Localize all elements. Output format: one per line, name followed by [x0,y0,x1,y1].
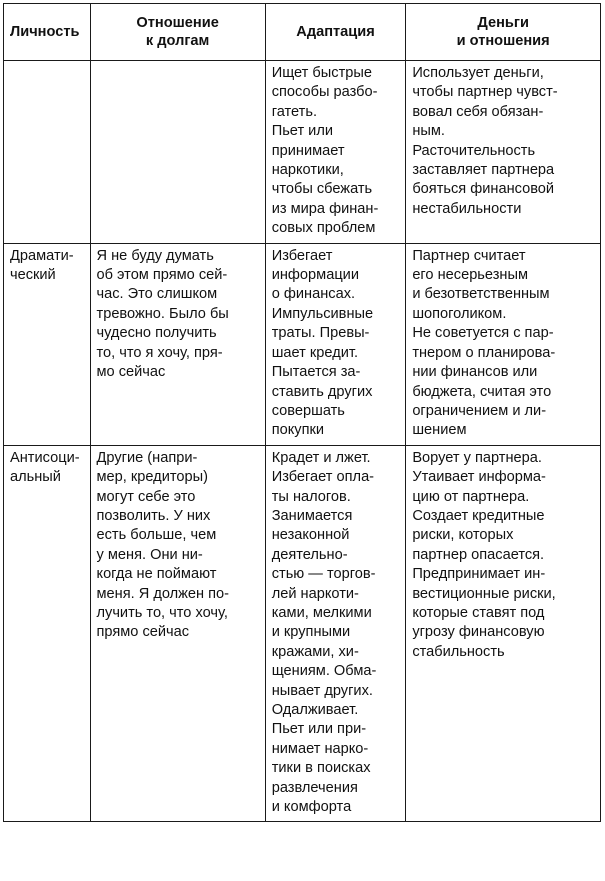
cell-text-line: покупки [271,422,325,439]
cell-text-line: когда не поймают [96,566,217,583]
cell-text-line: Антисоци- [10,449,80,466]
cell-text-line: Партнер считает [412,247,526,264]
cell-text-line: Пьет или при- [271,721,367,738]
cell-text-line: Крадет и лжет. [271,449,371,466]
header-adaptation-label: Адаптация [296,24,375,40]
cell-text-line: щениям. Обма- [271,663,377,680]
cell-text-line: наркотики, [271,162,344,179]
cell-text-line: партнер опасается. [412,546,545,563]
cell-text-line: информации [271,267,359,284]
cell-text-line: нимает нарко- [271,740,369,757]
cell-text-line: вовал себя обязан- [412,103,544,120]
cell-text-line: способы разбо- [271,84,378,101]
header-attitude-line2: к долгам [145,33,210,49]
cell-text-line: Пьет или [271,123,334,140]
cell-text-line: то, что я хочу, пря- [96,344,223,361]
cell-text-line: Утаивает информа- [412,469,546,486]
cell-text-line: стабильность [412,643,505,660]
cell-text-line: Импульсивные [271,305,374,322]
cell-text-line: Избегает [271,247,333,264]
cell-text-line: Одалживает. [271,702,359,718]
table-row [4,445,601,822]
cell-text-line: ограничением и ли- [412,402,547,419]
attitude-cell [90,61,265,244]
cell-text-line: Другие (напри- [96,449,198,466]
cell-text-line: лей наркоти- [271,585,359,602]
cell-text-line: вестиционные риски, [412,585,556,602]
cell-text-line: позволить. У них [96,507,211,524]
table-row [4,61,601,244]
cell-text-line: гатеть. [271,103,318,120]
cell-text-line: Использует деньги, [412,65,544,81]
header-money-line2: и отношения [456,33,550,49]
header-personality [4,4,91,61]
cell-text-line: Создает кредитные [412,507,545,524]
table-header-row [4,4,601,61]
cell-text-line: заставляет партнера [412,162,555,179]
cell-text-line: развлечения [271,779,358,796]
cell-text-line: Занимается [271,507,353,524]
cell-text-line: из мира финан- [271,200,379,217]
attitude-cell [90,445,265,822]
cell-text-line: Пытается за- [271,364,361,381]
cell-text-line: кражами, хи- [271,643,359,660]
cell-text-line: угрозу финансовую [412,624,545,641]
cell-text-line: Ищет быстрые [271,65,372,81]
cell-text-line: ками, мелкими [271,604,372,621]
cell-text-line: чтобы сбежать [271,181,373,198]
cell-text-line: незаконной [271,527,350,544]
personality-cell [4,61,91,244]
cell-text-line: совых проблем [271,220,376,237]
cell-text-line: его несерьезным [412,267,528,284]
cell-text-line: бюджета, считая это [412,383,552,400]
cell-text-line: и комфорта [271,799,352,816]
cell-text-line: и крупными [271,624,351,641]
cell-text-line: траты. Превы- [271,325,370,342]
cell-text-line: ным. [412,123,445,140]
cell-text-line: Не советуется с пар- [412,325,554,342]
adaptation-cell [265,243,406,445]
cell-text-line: об этом прямо сей- [96,267,228,284]
cell-text-line: совершать [271,402,345,419]
cell-text-line: которые ставят под [412,604,545,621]
header-personality-label: Личность [10,24,80,40]
header-money-line1: Деньги [477,15,529,31]
money-cell [406,61,601,244]
cell-text-line: чтобы партнер чувст- [412,84,558,101]
cell-text-line: есть больше, чем [96,527,217,544]
attitude-cell [90,243,265,445]
cell-text-line: риски, которых [412,527,514,544]
cell-text-line: чудесно получить [96,325,217,342]
cell-text-line: могут себе это [96,488,196,505]
personality-cell [4,445,91,822]
cell-text-line: Избегает опла- [271,469,375,486]
cell-text-line: ты налогов. [271,488,351,505]
cell-text-line: цию от партнера. [412,488,530,505]
cell-text-line: Предпринимает ин- [412,566,546,583]
cell-text-line: стью — торгов- [271,566,376,583]
header-attitude-to-debt [90,4,265,61]
cell-text-line: час. Это слишком [96,286,218,303]
personality-money-table [3,3,601,822]
header-attitude-line1: Отношение [136,15,219,31]
cell-text-line: Расточительность [412,142,536,159]
cell-text-line: о финансах. [271,286,356,303]
cell-text-line: мер, кредиторы) [96,469,208,486]
cell-text-line: альный [10,469,61,486]
money-cell [406,243,601,445]
table-row [4,243,601,445]
adaptation-cell [265,61,406,244]
cell-text-line: меня. Я должен по- [96,585,230,602]
cell-text-line: нестабильности [412,200,522,217]
cell-text-line: деятельно- [271,546,348,563]
cell-text-line: лучить то, что хочу, [96,604,228,621]
cell-text-line: Драмати- [10,247,74,264]
cell-text-line: нии финансов или [412,364,538,381]
cell-text-line: тнером о планирова- [412,344,556,361]
header-adaptation [265,4,406,61]
cell-text-line: Я не буду думать [96,247,214,264]
cell-text-line: нывает других. [271,682,373,699]
cell-text-line: бояться финансовой [412,181,555,198]
adaptation-cell [265,445,406,822]
cell-text-line: Ворует у партнера. [412,449,542,466]
cell-text-line: ставить других [271,383,373,400]
cell-text-line: ческий [10,267,56,284]
money-cell [406,445,601,822]
cell-text-line: шопоголиком. [412,305,507,322]
cell-text-line: принимает [271,142,345,159]
personality-cell [4,243,91,445]
cell-text-line: тревожно. Было бы [96,305,229,322]
cell-text-line: шает кредит. [271,344,358,361]
cell-text-line: тики в поисках [271,760,371,777]
cell-text-line: у меня. Они ни- [96,546,203,563]
header-money-and-relations [406,4,601,61]
cell-text-line: шением [412,422,467,439]
cell-text-line: мо сейчас [96,364,166,381]
cell-text-line: прямо сейчас [96,624,190,641]
cell-text-line: и безответственным [412,286,550,303]
